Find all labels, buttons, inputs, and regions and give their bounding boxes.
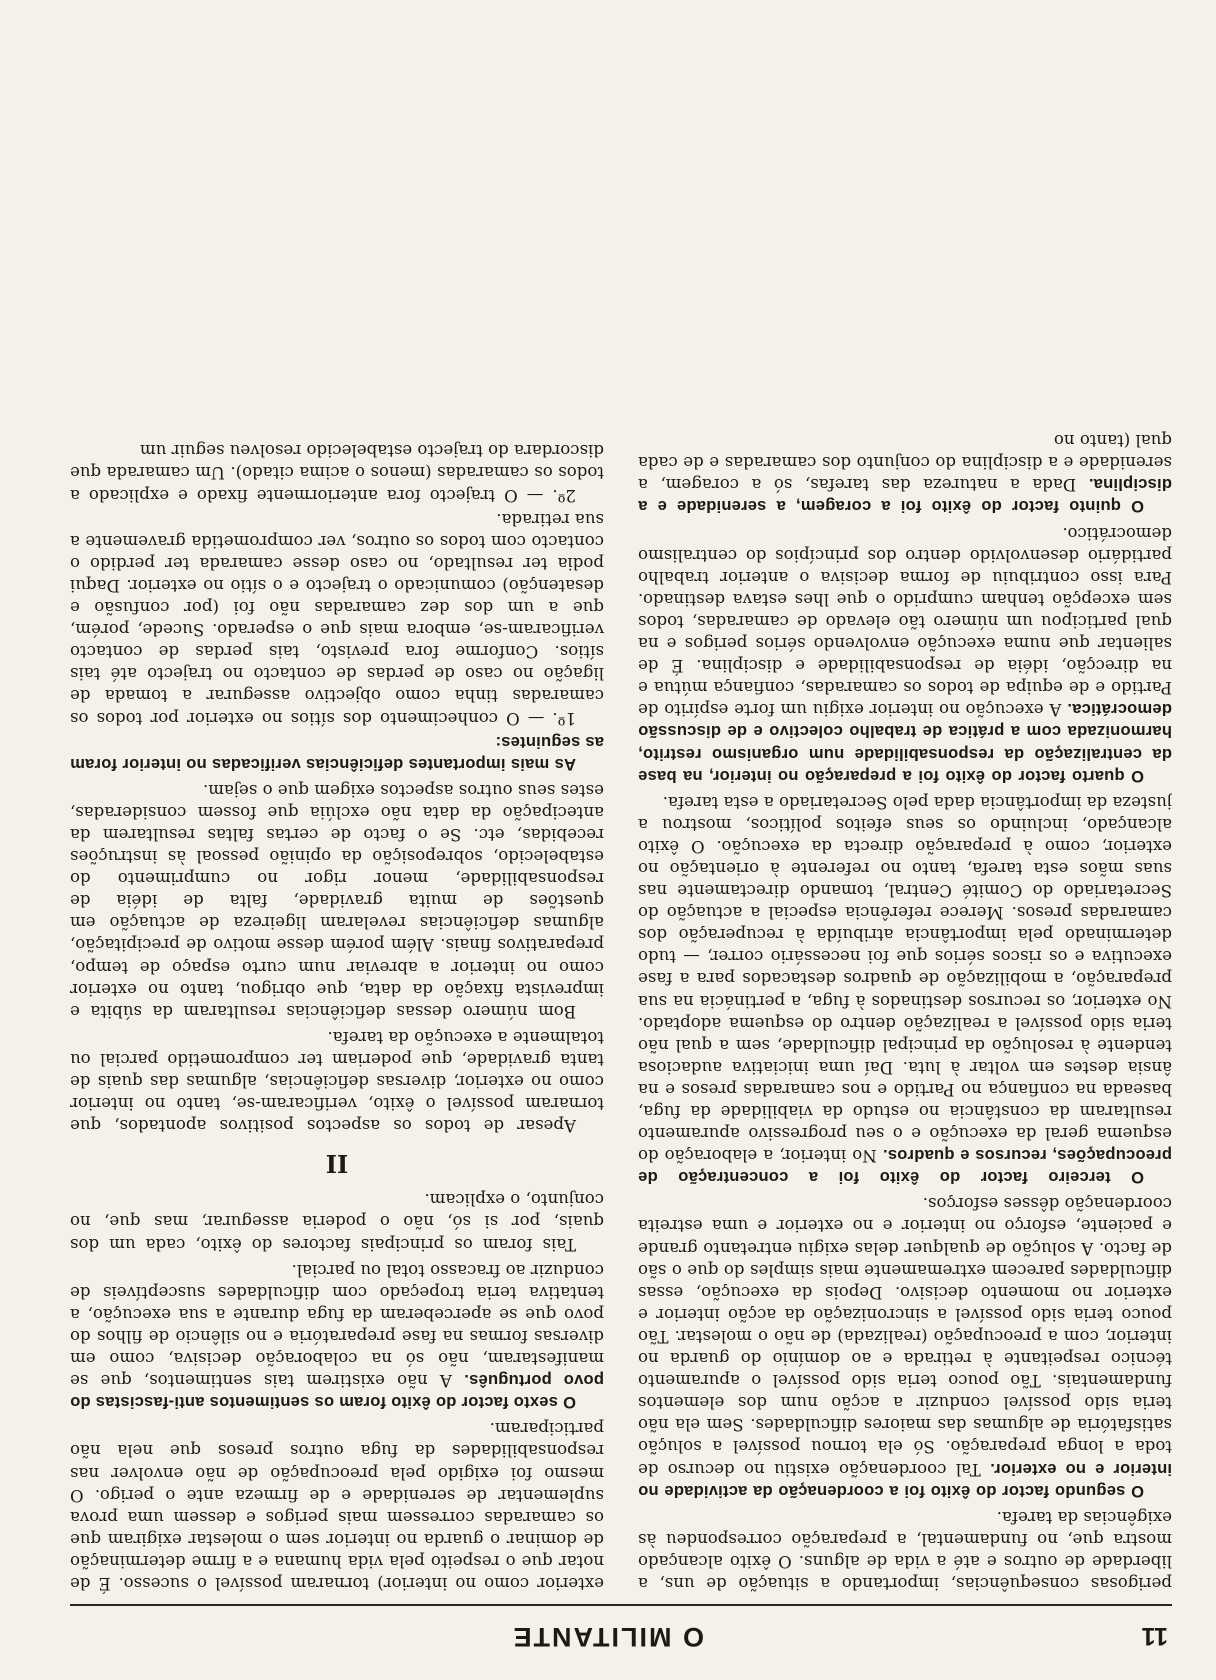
factor-body: Dada a natureza das tarefas, só a coragem, a serenidade e a disciplina do conjunto dos camaradas e de cada qual (tanto no	[638, 431, 1172, 495]
factor-body: No interior, a elaboração do esquema geral da execução e o seu progressivo apuramento resultaram da constância no estudo da viabilidade da fuga, baseada na confiança no Partido e nos camaradas presos e na ânsia destes em voltar à luta. Daí uma iniciativa audaciosa tendente à resolução da principal dificuldade, sem a qual não teria sido possível a realização dentro do esquema adoptado. No exterior, os recursos destinados à fuga, a pertinácia na sua preparação, a mobilização de quadros destacados para a fase executiva e os riscos sérios que foi necessário correr, — tudo determinado pela importância atribuída à recuperação dos camaradas presos. Merece referência especial a actuação do Secretariado do Comité Central, tomando directamente nas suas mãos esta tarefa, tanto no referente à orientação no exterior, como à preparação directa da execução. O êxito alcançado, incluindo os seus efeitos políticos, mostrou a justeza da importância dada pelo Secretariado a esta tarefa.	[637, 792, 1172, 1166]
text-columns	[70, 46, 1172, 1594]
paragraph: Tais foram os principais factores do êxito, cada um dos quais, por si só, não o poderia assegurar, mas que, no conjunto, o explicam.	[70, 1190, 604, 1254]
factor-heading: O segundo factor do êxito foi a coordenação da actividade no interior e no exterior.	[638, 1459, 1172, 1501]
list-item: 2º. — O trajecto fora anteriormente fixado e explicado a todos os camaradas (menos o acima citado). Um camarada que discordara do trajecto estabelecido resolveu seguir um	[70, 441, 604, 505]
paragraph	[638, 522, 1172, 787]
paragraph: Apesar de todos os aspectos positivos apontados, que tornaram possível o êxito, verificaram-se, tanto no interior como no exterior, diversas deficiências, algumas das quais de tanta gravidade, que poderiam ter comprometido parcial ou totalmente a execução da tarefa.	[70, 1027, 604, 1136]
factor-heading: O quinto factor do êxito foi a coragem, a serenidade e a disciplina.	[638, 475, 1172, 517]
running-head	[70, 1612, 1172, 1652]
factor-body: A não existirem tais sentimentos, que se manifestaram, não só na colaboração decisiva, como em diversas formas na fase preparatória e no silêncio de filhos do povo que se aperceberam da fuga durante a sua execução, a tentativa teria tropeçado com dificuldades susceptíveis de conduzir ao fracasso total ou parcial.	[70, 1260, 604, 1391]
factor-heading: O sexto factor do êxito foram os sentimentos anti-fascistas do povo português.	[70, 1371, 604, 1413]
paragraph	[638, 791, 1172, 1189]
paragraph	[70, 1259, 604, 1414]
factor-heading: O terceiro factor do êxito foi a concentração de preocupações, recursos e quadros.	[638, 1146, 1172, 1188]
section-numeral: II	[325, 1149, 349, 1179]
paragraph	[638, 429, 1172, 517]
paragraph	[70, 731, 604, 775]
deficiency-heading: As mais importantes deficiências verificadas no interior foram as seguintes:	[70, 732, 604, 774]
left-column	[638, 46, 1172, 1594]
list-item: 1º. — O conhecimento dos sítios no exterior por todos os camaradas tinha como objectivo assegurar a tomada de ligação no caso de perdas de contacto no trajecto até tais sítios. Conforme fora previsto, tais perdas de contacto verificaram-se, embora mais que o esperado. Sucede, porém, que a um dos dez camaradas não foi (por confusão e desatenção) comunicado o trajecto e o sítio no exterior. Daqui podia ter resultado, no caso desse camarada ter perdido o contacto com todos os outros, ver comprometida gravemente a sua retirada.	[70, 509, 604, 728]
publication-title: O MILITANTE	[511, 1622, 705, 1652]
paragraph: perigosas consequências, importando a situação de uns, a liberdade de outros e até a vida de alguns. O êxito alcançado mostra que, no fundamental, a preparação correspondeu às exigências da tarefa.	[638, 1507, 1172, 1593]
paragraph: exterior como no interior) tornaram possível o sucesso. É de notar que o respeito pela vida humana e a firme determinação de dominar o guarda no interior sem o molestar exigiram que os camaradas corressem mais perigos e dessem uma prova suplementar de serenidade e de firmeza ante o perigo. O mesmo foi exigido pela preocupação de não envolver nas responsabilidades da fuga outros presos que nela não participaram.	[70, 1419, 604, 1593]
paragraph: Bom número dessas deficiências resultaram da súbita e imprevista fixação da data, que obrigou, tanto no exterior como no interior a abreviar num curto espaço de tempo, preparativos finais. Além porém desse motivo de precipitação, algumas deficiências revelaram ligeireza de actuação em questões de muita gravidade, falta de idéia de responsabilidade, menor rigor no cumprimento do estabelecido, sobreposição da opinião pessoal às instruções recebidas, etc. Se o facto de certas faltas resultarem da antecipação da data não exclúia que fossem consideradas, estes seus outros aspectos exigem que o sejam.	[70, 780, 604, 1021]
header-rule	[70, 1604, 1172, 1606]
factor-heading: O quarto factor do êxito foi a preparação no interior, na base da centralização da responsabilidade num organismo restrito, harmonizada com a prática de trabalho colectivo e de discussão democrática.	[638, 700, 1172, 786]
factor-body: Tal coordenação existiu no decurso de toda a longa preparação. Só ela tornou possível a solução satisfatória de algumas das maiores dificuldades. Sem ela não teria sido possível conduzir a acção num dos elementos fundamentais. Tão pouco teria sido possível o apuramento técnico respeitante à retirada e ao domínio do guarda no interior, com a preocupação (realizada) de não o molestar. Tão pouco teria sido possível a sincronização da acção interior e exterior no momento decisivo. Depois da execução, essas dificuldades parecem extremamente mais simples do que o são de facto. A solução de qualquer delas exigiu entretanto grande e paciente, esforço no interior e no exterior e uma estreita coordenação dêsses esforços.	[638, 1194, 1172, 1479]
right-column	[70, 46, 604, 1594]
page-number: 11	[1141, 1622, 1168, 1650]
paragraph	[638, 1192, 1172, 1501]
factor-body: A execução no interior exigiu um forte espírito de Partido e de equipa de todos os camaradas, confiança mútua e na direcção, idéia de responsabilidade e disciplina. É de salientar que numa execução envolvendo sérios perigos e na qual participou um número tão elevado de camaradas, todos sem excepção tenham cumprido o que lhes estava destinado. Para isso contribuiu de forma decisiva o anterior trabalho partidário desenvolvido dentro dos princípios do centralismo democrático.	[638, 523, 1172, 720]
